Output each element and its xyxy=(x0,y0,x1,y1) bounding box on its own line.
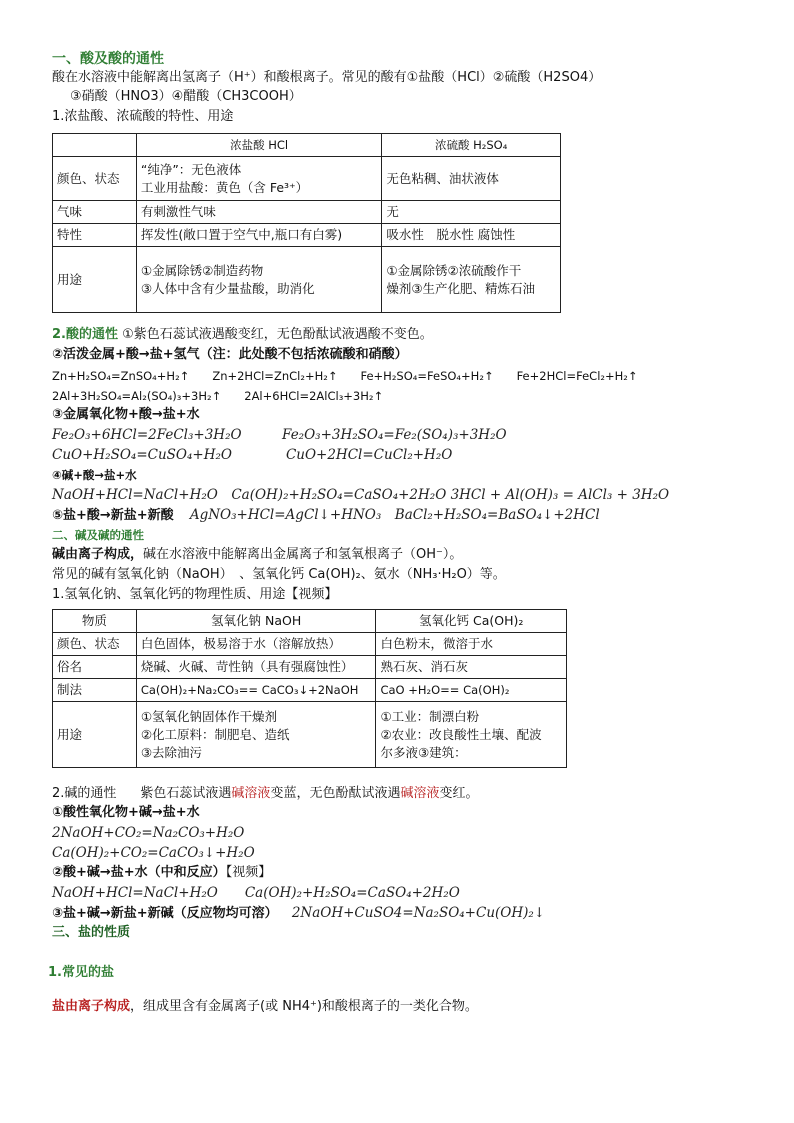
base-acid-eq: NaOH+HCl=NaCl+H₂O Ca(OH)₂+H₂SO₄=CaSO₄+2H₂O xyxy=(52,885,460,901)
table2-row-label: 俗名 xyxy=(53,656,137,679)
table2-header-caoh: 氢氧化钙 Ca(OH)₂ xyxy=(376,610,567,633)
acid-base-title: ④碱+酸→盐+水 xyxy=(52,468,137,482)
section-3-title: 三、盐的性质 xyxy=(52,925,131,940)
table1-cell-h2so4: 无色粘稠、油状液体 xyxy=(382,157,561,201)
base-acid-title: ②酸+碱→盐+水（中和反应）【视频】 xyxy=(52,865,272,880)
section-1-title: 一、酸及酸的通性 xyxy=(52,51,164,67)
table2-cell-naoh: 白色固体，极易溶于水（溶解放热） xyxy=(136,633,376,656)
acid-oxide-title: ③金属氧化物+酸→盐+水 xyxy=(52,407,200,422)
table1-cell-h2so4: 无 xyxy=(382,201,561,224)
acid-intro-line2: ③硝酸（HNO3）④醋酸（CH3COOH） xyxy=(70,89,302,104)
table2-caption: 1.氢氧化钠、氢氧化钙的物理性质、用途【视频】 xyxy=(52,587,338,602)
table1-header-empty xyxy=(53,134,137,157)
table2-header-naoh: 氢氧化钠 NaOH xyxy=(136,610,376,633)
acid-metal-eq2: 2Al+3H₂SO₄=Al₂(SO₄)₃+3H₂↑ 2Al+6HCl=2AlCl₃+3H₂↑ xyxy=(52,389,384,403)
acid-metal-title: ②活泼金属+酸→盐+氢气（注：此处酸不包括浓硫酸和硝酸） xyxy=(52,347,408,362)
table1-row-label: 用途 xyxy=(53,247,137,313)
table2-cell-naoh: 烧碱、火碱、苛性钠（具有强腐蚀性） xyxy=(136,656,376,679)
table1-cell-hcl: ①金属除锈②制造药物 ③人体中含有少量盐酸，助消化 xyxy=(136,247,381,313)
base-properties-table xyxy=(52,609,567,768)
acid-salt-line: ⑤盐+酸→新盐+新酸 AgNO₃+HCl=AgCl↓+HNO₃ BaCl₂+H₂SO₄=BaSO₄↓+2HCl xyxy=(52,507,600,523)
table2-cell-caoh: CaO +H₂O== Ca(OH)₂ xyxy=(376,679,567,702)
table1-row-label: 颜色、状态 xyxy=(53,157,137,201)
table1-cell-hcl: 有刺激性气味 xyxy=(136,201,381,224)
salt-common-title: 1.常见的盐 xyxy=(48,965,114,980)
acid-general-properties: 2.酸的通性 ①紫色石蕊试液遇酸变红，无色酚酞试液遇酸不变色。 xyxy=(52,327,433,342)
acid-oxide-eq2: CuO+H₂SO₄=CuSO₄+H₂O CuO+2HCl=CuCl₂+H₂O xyxy=(52,447,453,463)
table2-row-label: 制法 xyxy=(53,679,137,702)
table1-cell-hcl: 挥发性(敞口置于空气中,瓶口有白雾) xyxy=(136,224,381,247)
table1-row-label: 特性 xyxy=(53,224,137,247)
table2-cell-caoh: 白色粉末，微溶于水 xyxy=(376,633,567,656)
table1-cell-h2so4: ①金属除锈②浓硫酸作干 燥剂③生产化肥、精炼石油 xyxy=(382,247,561,313)
table2-row-label: 用途 xyxy=(53,702,137,768)
table1-row-label: 气味 xyxy=(53,201,137,224)
table1-caption: 1.浓盐酸、浓硫酸的特性、用途 xyxy=(52,109,234,124)
acid-base-eq: NaOH+HCl=NaCl+H₂O Ca(OH)₂+H₂SO₄=CaSO₄+2H₂O 3HCl + Al(OH)₃ = AlCl₃ + 3H₂O xyxy=(52,487,670,503)
acid-intro-line1: 酸在水溶液中能解离出氢离子（H⁺）和酸根离子。常见的酸有①盐酸（HCl）②硫酸（H2SO4） xyxy=(52,70,602,85)
base-definition: 碱由离子构成，碱在水溶液中能解离出金属离子和氢氧根离子（OH⁻）。 xyxy=(52,547,463,562)
acid-metal-eq1: Zn+H₂SO₄=ZnSO₄+H₂↑ Zn+2HCl=ZnCl₂+H₂↑ Fe+H₂SO₄=FeSO₄+H₂↑ Fe+2HCl=FeCl₂+H₂↑ xyxy=(52,369,638,383)
base-oxide-title: ①酸性氧化物+碱→盐+水 xyxy=(52,805,200,820)
table2-cell-naoh: Ca(OH)₂+Na₂CO₃== CaCO₃↓+2NaOH xyxy=(136,679,376,702)
table2-header-substance: 物质 xyxy=(53,610,137,633)
table2-cell-caoh: 熟石灰、消石灰 xyxy=(376,656,567,679)
table2-row-label: 颜色、状态 xyxy=(53,633,137,656)
base-general-properties: 2.碱的通性 紫色石蕊试液遇碱溶液变蓝，无色酚酞试液遇碱溶液变红。 xyxy=(52,786,479,801)
table1-cell-h2so4: 吸水性 脱水性 腐蚀性 xyxy=(382,224,561,247)
acid-oxide-eq1: Fe₂O₃+6HCl=2FeCl₃+3H₂O Fe₂O₃+3H₂SO₄=Fe₂(SO₄)₃+3H₂O xyxy=(52,427,507,443)
table1-header-h2so4: 浓硫酸 H₂SO₄ xyxy=(382,134,561,157)
table2-cell-naoh: ①氢氧化钠固体作干燥剂 ②化工原料：制肥皂、造纸 ③去除油污 xyxy=(136,702,376,768)
section-2-title: 二、碱及碱的通性 xyxy=(52,528,144,542)
table1-header-hcl: 浓盐酸 HCl xyxy=(136,134,381,157)
table1-cell-hcl: “纯净”：无色液体 工业用盐酸：黄色（含 Fe³⁺） xyxy=(136,157,381,201)
base-oxide-eq2: Ca(OH)₂+CO₂=CaCO₃↓+H₂O xyxy=(52,845,255,861)
base-common: 常见的碱有氢氧化钠（NaOH） 、氢氧化钙 Ca(OH)₂、氨水（NH₃·H₂O）等。 xyxy=(52,567,506,582)
base-oxide-eq1: 2NaOH+CO₂=Na₂CO₃+H₂O xyxy=(52,825,245,841)
salt-definition: 盐由离子构成，组成里含有金属离子(或 NH4⁺)和酸根离子的一类化合物。 xyxy=(52,999,478,1014)
base-salt-line: ③盐+碱→新盐+新碱（反应物均可溶） 2NaOH+CuSO4=Na₂SO₄+Cu(OH)₂↓ xyxy=(52,905,546,921)
acid-properties-table xyxy=(52,133,561,313)
table2-cell-caoh: ①工业：制漂白粉 ②农业：改良酸性土壤、配波 尔多液③建筑： xyxy=(376,702,567,768)
